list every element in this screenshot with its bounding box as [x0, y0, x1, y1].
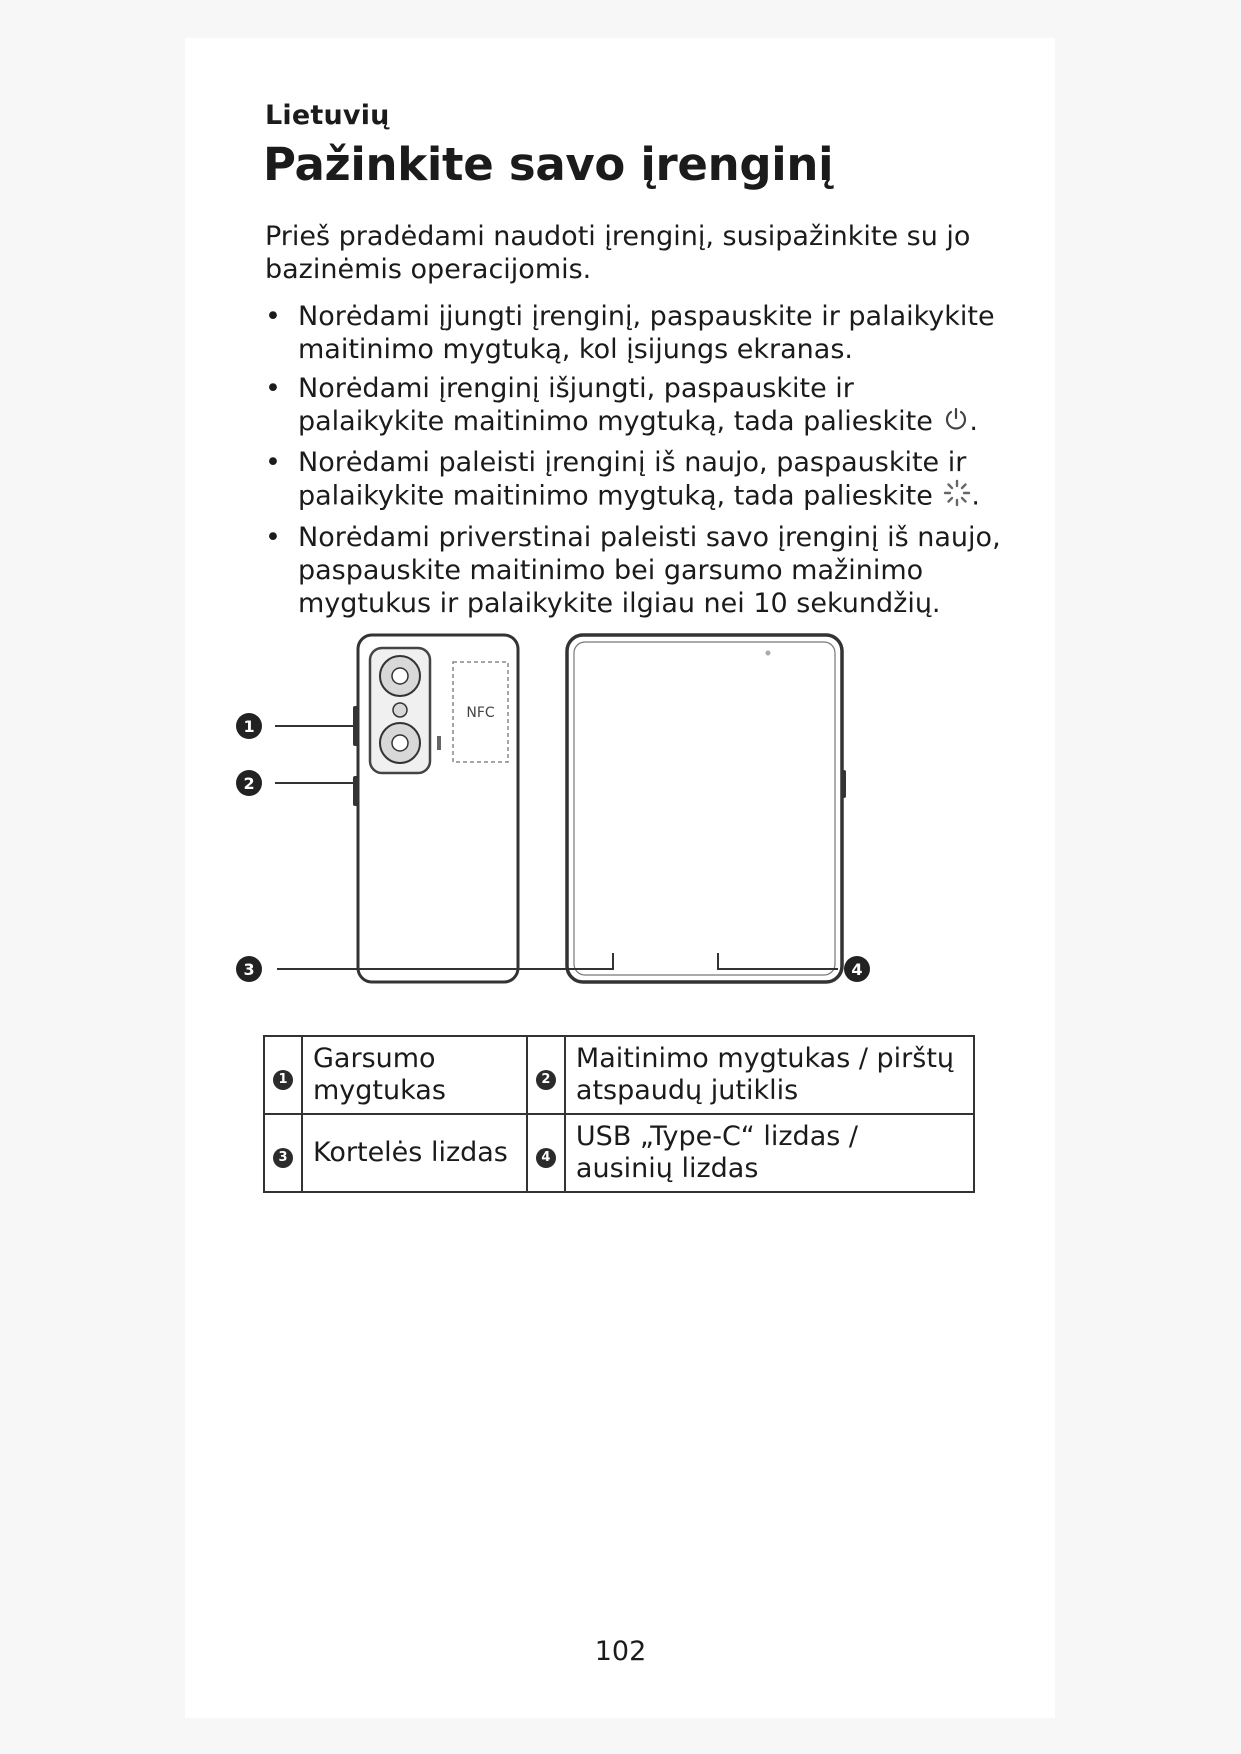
- list-item: • Norėdami paleisti įrenginį iš naujo, paspauskite ir palaikykite maitinimo mygtuką, tada palieskite .: [265, 446, 1005, 515]
- instructions-list: [265, 300, 1005, 626]
- legend-label: USB „Type-C“ lizdas / ausinių lizdas: [565, 1114, 974, 1192]
- page-title: Pažinkite savo įrenginį: [263, 138, 834, 191]
- svg-text:2: 2: [243, 774, 255, 793]
- legend-label: Kortelės lizdas: [302, 1114, 527, 1192]
- power-icon: [943, 406, 969, 440]
- restart-icon: [943, 479, 971, 515]
- svg-text:1: 1: [243, 717, 255, 736]
- list-item: • Norėdami priverstinai paleisti savo įrenginį iš naujo, paspauskite maitinimo bei garsumo mažinimo mygtukus ir palaikykite ilgiau nei 10 sekundžių.: [265, 521, 1005, 620]
- list-item: • Norėdami įjungti įrenginį, paspauskite ir palaikykite maitinimo mygtuką, kol įsijungs ekranas.: [265, 300, 1005, 366]
- table-row: [264, 1114, 974, 1192]
- list-item: • Norėdami įrenginį išjungti, paspauskite ir palaikykite maitinimo mygtuką, tada palieskite .: [265, 372, 1005, 440]
- phone-front-illustration: [567, 635, 846, 982]
- callout-2: [236, 770, 262, 796]
- table-row: [264, 1036, 974, 1114]
- legend-number: 4: [536, 1148, 556, 1168]
- callout-3: [236, 956, 262, 982]
- nfc-label: NFC: [466, 705, 495, 721]
- intro-paragraph: Prieš pradėdami naudoti įrenginį, susipažinkite su jo bazinėmis operacijomis.: [265, 221, 971, 285]
- legend-label: Garsumo mygtukas: [302, 1036, 527, 1114]
- language-label: Lietuvių: [265, 100, 390, 131]
- svg-text:4: 4: [851, 960, 863, 979]
- parts-legend-table: [263, 1035, 975, 1193]
- callout-4: [844, 956, 870, 982]
- device-diagram: [243, 628, 980, 1023]
- legend-number: 1: [273, 1070, 293, 1090]
- legend-number: 2: [536, 1070, 556, 1090]
- svg-text:3: 3: [243, 960, 255, 979]
- page-number: 102: [594, 1636, 647, 1667]
- legend-number: 3: [273, 1148, 293, 1168]
- legend-label: Maitinimo mygtukas / pirštų atspaudų jutiklis: [565, 1036, 974, 1114]
- callout-1: [236, 713, 262, 739]
- phone-back-illustration: [353, 635, 518, 982]
